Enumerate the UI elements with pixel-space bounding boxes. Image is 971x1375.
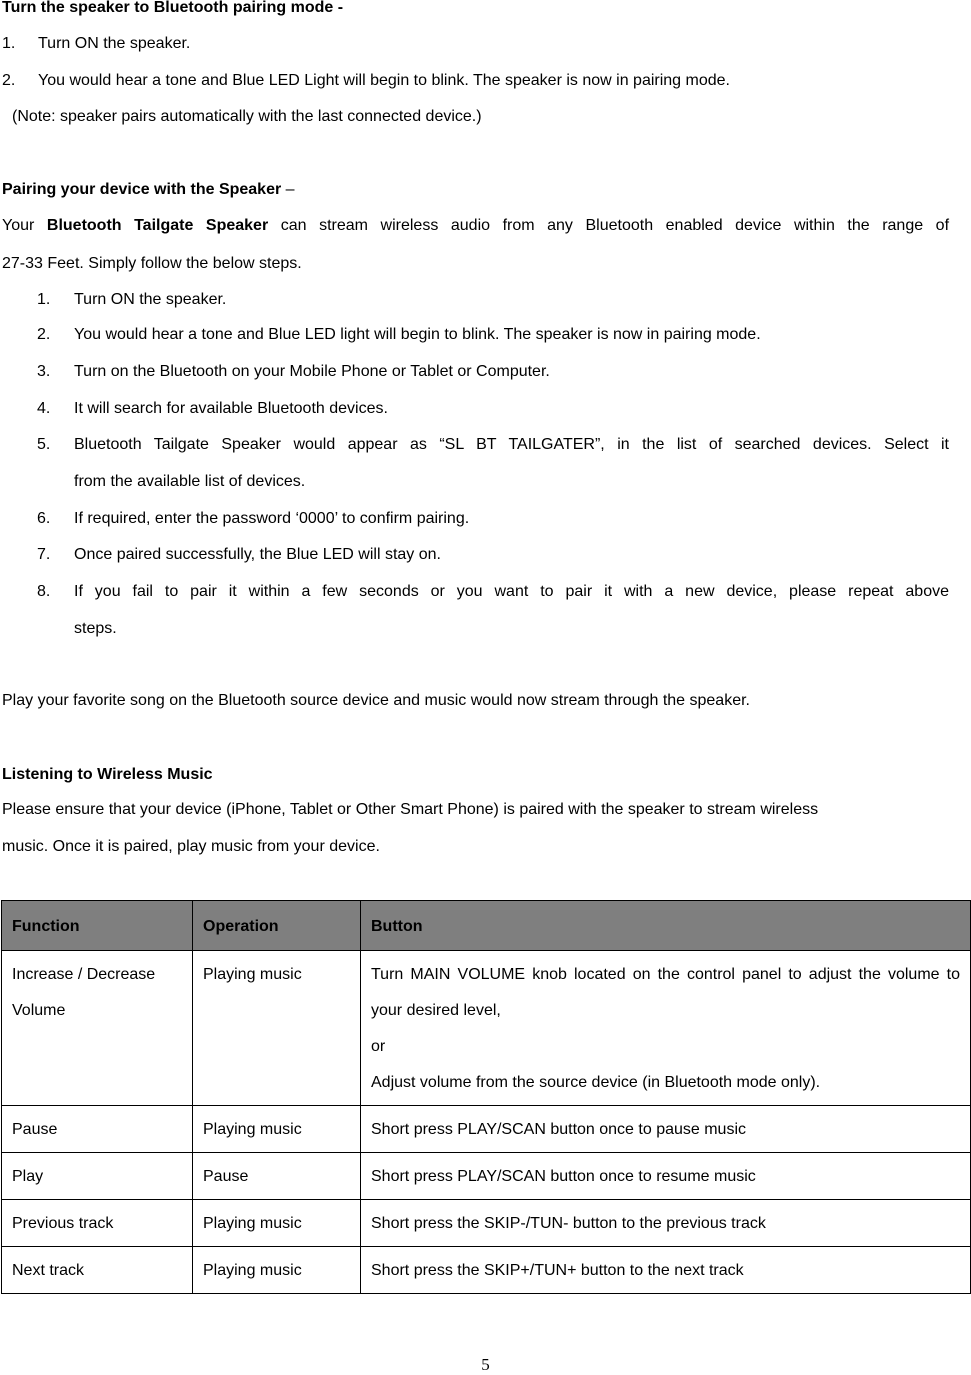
cell-button: Short press the SKIP-/TUN- button to the previous track bbox=[361, 1200, 971, 1247]
page-number: 5 bbox=[481, 1355, 490, 1374]
pairing-note: (Note: speaker pairs automatically with the last connected device.) bbox=[12, 108, 482, 125]
step-number: 7. bbox=[37, 546, 51, 563]
step-number: 1. bbox=[37, 291, 51, 308]
pairing-device-heading: Pairing your device with the Speaker bbox=[2, 181, 282, 198]
step-number: 5. bbox=[37, 436, 51, 453]
header-function: Function bbox=[2, 901, 193, 951]
step-text: You would hear a tone and Blue LED Light will begin to blink. The speaker is now in pairing mode. bbox=[38, 72, 730, 89]
table-row bbox=[2, 1153, 971, 1200]
cell-function: Play bbox=[2, 1153, 193, 1200]
step-number: 8. bbox=[37, 583, 51, 600]
intro-line-2: 27-33 Feet. Simply follow the below steps. bbox=[2, 255, 302, 272]
step-text: If you fail to pair it within a few seconds or you want to pair it with a new device, please repeat above bbox=[74, 583, 949, 600]
cell-function: Next track bbox=[2, 1247, 193, 1294]
step-text-continued: from the available list of devices. bbox=[74, 473, 306, 490]
cell-button bbox=[361, 951, 971, 1106]
cell-function: Pause bbox=[2, 1106, 193, 1153]
button-line: or bbox=[371, 1038, 386, 1055]
intro-line-1 bbox=[2, 216, 949, 236]
wireless-music-line-1: Please ensure that your device (iPhone, Tablet or Other Smart Phone) is paired with the speaker to stream wireless bbox=[2, 801, 819, 818]
cell-operation: Playing music bbox=[193, 1200, 361, 1247]
pairing-mode-heading: Turn the speaker to Bluetooth pairing mode - bbox=[2, 0, 344, 16]
step-text: You would hear a tone and Blue LED light will begin to blink. The speaker is now in pairing mode. bbox=[74, 326, 761, 343]
play-line: Play your favorite song on the Bluetooth source device and music would now stream through the speaker. bbox=[2, 692, 750, 709]
pairing-step bbox=[37, 435, 949, 495]
cell-operation: Playing music bbox=[193, 951, 361, 1106]
button-line: Turn MAIN VOLUME knob located on the control panel to adjust the volume to your desired level, bbox=[371, 966, 960, 1019]
button-line: Adjust volume from the source device (in Bluetooth mode only). bbox=[371, 1074, 821, 1091]
step-number: 4. bbox=[37, 400, 51, 417]
operations-table bbox=[1, 900, 971, 1294]
step-text: Turn ON the speaker. bbox=[74, 291, 227, 308]
wireless-music-heading: Listening to Wireless Music bbox=[2, 766, 213, 783]
cell-operation: Playing music bbox=[193, 1247, 361, 1294]
step-number: 2. bbox=[2, 72, 16, 89]
cell-button: Short press the SKIP+/TUN+ button to the next track bbox=[361, 1247, 971, 1294]
table-header-row bbox=[2, 901, 971, 951]
step-text: Once paired successfully, the Blue LED will stay on. bbox=[74, 546, 441, 563]
step-number: 2. bbox=[37, 326, 51, 343]
step-text: Turn on the Bluetooth on your Mobile Phone or Tablet or Computer. bbox=[74, 363, 550, 380]
step-number: 6. bbox=[37, 510, 51, 527]
cell-button: Short press PLAY/SCAN button once to resume music bbox=[361, 1153, 971, 1200]
step-text: Turn ON the speaker. bbox=[38, 35, 191, 52]
table-row bbox=[2, 951, 971, 1106]
intro-prefix: Your bbox=[2, 217, 47, 234]
step-text-continued: steps. bbox=[74, 620, 117, 637]
pairing-step bbox=[37, 582, 949, 642]
step-number: 1. bbox=[2, 35, 16, 52]
intro-rest: can stream wireless audio from any Bluetooth enabled device within the range of bbox=[268, 217, 950, 234]
wireless-music-line-2: music. Once it is paired, play music from your device. bbox=[2, 838, 380, 855]
cell-function: Increase / Decrease Volume bbox=[2, 951, 193, 1106]
heading-dash: – bbox=[281, 181, 295, 198]
table-row bbox=[2, 1106, 971, 1153]
step-text: If required, enter the password ‘0000’ to confirm pairing. bbox=[74, 510, 470, 527]
cell-operation: Playing music bbox=[193, 1106, 361, 1153]
cell-operation: Pause bbox=[193, 1153, 361, 1200]
step-text: It will search for available Bluetooth devices. bbox=[74, 400, 388, 417]
table-row bbox=[2, 1247, 971, 1294]
step-number: 3. bbox=[37, 363, 51, 380]
header-button: Button bbox=[361, 901, 971, 951]
step-text: Bluetooth Tailgate Speaker would appear as “SL BT TAILGATER”, in the list of searched devices. Select it bbox=[74, 436, 949, 453]
header-operation: Operation bbox=[193, 901, 361, 951]
table-row bbox=[2, 1200, 971, 1247]
pairing-device-heading-line bbox=[2, 180, 295, 200]
cell-button: Short press PLAY/SCAN button once to pause music bbox=[361, 1106, 971, 1153]
cell-function: Previous track bbox=[2, 1200, 193, 1247]
speaker-name: Bluetooth Tailgate Speaker bbox=[46, 217, 269, 234]
